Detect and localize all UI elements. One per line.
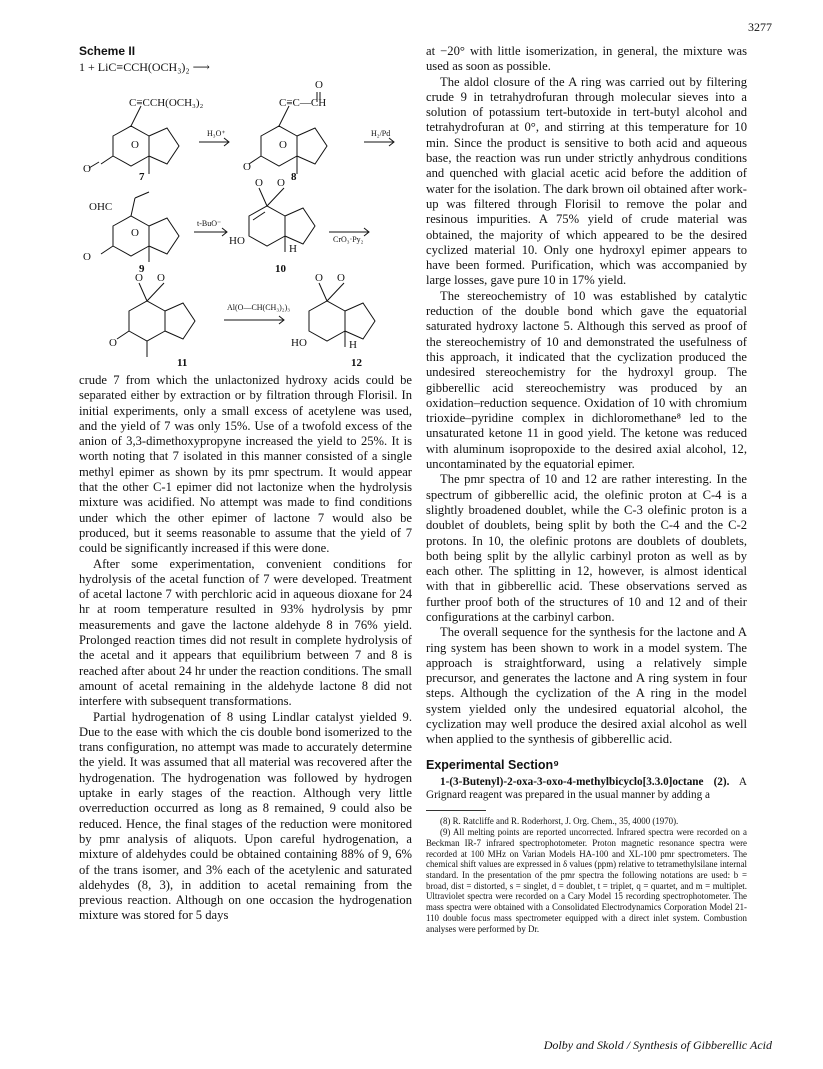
compound-title: 1-(3-Butenyl)-2-oxa-3-oxo-4-methylbicyclo[3.3.0]octane (2). [440,775,730,788]
label-h3o: H₃O⁺ [207,129,226,138]
label-8-carbonyl: O [243,161,251,173]
label-10-lactone-o2: O [277,177,285,189]
label-11-lactone-o2: O [157,272,165,284]
footnote: (8) R. Ratcliffe and R. Roderhorst, J. Org. Chem., 35, 4000 (1970). [440,816,679,827]
label-8-ring-o: O [279,139,287,151]
footnote: (9) All melting points are reported uncorrected. Infrared spectra were recorded on a Beckman IR-7 infrared spectrophotometer. Proton magnetic resonance spectra were recorded at 100 MHz on Varian Models HA-100 and XL-100 pmr spectrometers. The chemical shift values are expressed in δ values (ppm) relative to tetramethylsilane internal standard. In the presentation of the pmr spectra the following notations are used: b = broad, dist = distorted, s = singlet, d = doublet, t = triplet, q = quartet, and m = multiplet. Ultraviolet spectra were recorded on a Cary Model 15 recording spectrophotometer. The mass spectra were obtained with a Consolidated Electrodynamics Corporation Model 21-110 double focus mass spectrometer equipped with a direct inlet system. Combustion analyses were performed by Dr. [426,827,747,934]
footnote-divider [426,810,486,811]
compound-12-ring-b [345,303,375,339]
scheme-title: Scheme II [79,44,136,58]
compound-8-ring-b [297,128,327,164]
right-column [426,44,747,934]
reaction-scheme [79,76,412,366]
label-8-aldehyde-o: O [315,79,323,91]
scheme-first-line: 1 + LiC≡CCH(OCH₃)₂ ⟶ [79,60,210,74]
label-h2pd: H₂/Pd [371,129,391,138]
label-compound-8: 8 [291,171,297,183]
label-cro3: CrO₃·Py₂ [333,235,364,244]
running-footer: Dolby and Skold / Synthesis of Gibberellic Acid [543,1038,772,1052]
label-compound-7: 7 [139,171,145,183]
compound-10-ring-b [285,208,315,244]
label-acetal-group: C≡CCH(OCH₃)₂ [129,97,204,109]
paragraph: After some experimentation, convenient conditions for hydrolysis of the acetal function of 7 were developed. Treatment of acetal lactone 7 with perchloric acid in aqueous dioxane for 24 hr at room temperature resulted in 93% hydrolysis by pmr measurements and gave the lactone aldehyde 8 in 76% yield. Prolonged reaction times did not result in complete hydrolysis of the acetal and it appears that equilibrium between 7 and 8 is reached after about 24 hr under the reaction conditions. The small amount of acetal remaining in the aldehyde lactone 8 did not interfere with subsequent transformations. [79,556,412,709]
paragraph: at −20° with little isomerization, in general, the mixture was used as soon as possible. [426,44,747,74]
label-11-lactone-o1: O [135,272,143,284]
label-9-ring-o: O [131,227,139,239]
scheme-drawing [79,76,412,366]
label-7-ring-o: O [131,139,139,151]
page-number: 3277 [748,20,772,34]
label-12-h: H [349,339,357,351]
scheme-header [79,44,412,75]
experimental-heading: Experimental Section⁹ [426,757,560,772]
label-alkoxide: Al(O—CH(CH₃)₂)₃ [227,303,291,312]
paragraph: The overall sequence for the synthesis for the lactone and A ring system has been shown to work in a model system. The approach is straightforward, using a relatively simple precursor, and generates the lactone and A ring system in four steps. Although the cyclization of the A ring in the model system yielded only the undesired equatorial alcohol, the cyclization may well produce the desired axial alcohol as well when applied to the synthesis of gibberellic acid. [426,625,747,747]
paragraph: The stereochemistry of 10 was established by catalytic reduction of the double bond which gave the equatorial saturated hydroxy lactone 5. Although this served as proof of the stereochemistry of 10 and demonstrated the usefulness of this approach, it indicated that the cyclization produced the undesired stereochemistry for the hydroxyl group. The gibberellic acid stereochemistry was produced by an oxidation–reduction sequence. Oxidation of 10 with chromium trioxide–pyridine complex in dichloromethane⁸ led to the unsaturated ketone 11 in good yield. The ketone was reduced with aluminum isopropoxide to the desired axial alcohol, 12, uncontaminated by the equatorial epimer. [426,288,747,472]
label-ald-alkyne: C≡C—CH [279,97,327,109]
label-10-lactone-o1: O [255,177,263,189]
compound-10-ring-a [249,206,285,246]
label-compound-9: 9 [139,263,145,275]
label-12-ho: HO [291,337,307,349]
paragraph: The aldol closure of the A ring was carried out by filtering crude 9 in tetrahydrofuran through molecular sieves into a solution of potassium tert-butoxide in tert-butyl alcohol and tetrahydrofuran at 0°, and stirring at this temperature for 10 min. Since the product is sensitive to both acid and aqueous base, the reaction was run under strictly anhydrous conditions and quenched with glacial acetic acid before the addition of water for the isolation. The dark brown oil obtained after work-up was filtered through Florisil to remove the polar and resinous impurities. A 75% yield of crude material was obtained, the majority of which appeared to be the desired cyclized material 10. Only one hydroxyl epimer appears to have been formed. Purification, which was accompanied by large losses, gave pure 10 in 17% yield. [426,74,747,288]
label-10-h: H [289,243,297,255]
label-10-ho: HO [229,235,245,247]
paragraph: Partial hydrogenation of 8 using Lindlar catalyst yielded 9. Due to the ease with which the cis double bond isomerized to the trans configuration, no attempt was made to accurately determine the yield. It was assumed that all material was recovered after the hydrogenation. The hydrogenation was followed by hydrogen uptake in early stages of the reaction. Although very little overreduction occurred as long as 8 remained, 9 could also be reduced. Hence, the final stages of the reduction were monitored by pmr analysis of aliquots. Upon careful hydrogenation, a mixture of aldehydes could be obtained containing 88% of 9, 6% of the trans isomer, and 3% each of the acetylenic and saturated aldehydes (8, 3), in addition to acetal remaining from the previous reaction. Although on one occasion the hydrogenation mixture was stored for 5 days [79,709,412,923]
compound-12-ring-a [309,301,345,341]
paragraph: crude 7 from which the unlactonized hydroxy acids could be separated either by extraction or by filtration through Florisil. In initial experiments, only a small excess of acetylene was used, and the yield of 7 was only 15%. Use of a twofold excess of the anion of 3,3-dimethoxypropyne increased the yield to 25%. It is worth noting that 7 isolated in this manner consisted of a single methyl epimer as shown by its pmr spectrum. It would appear that the other C-1 epimer did not lactonize when the hydrolysis mixture was acidified. No attempt was made to find conditions under which the other epimer of lactone 7 would also be produced, but it seems reasonable to assume that the yield of 7 could be significantly increased if this were done. [79,373,412,556]
label-9-carbonyl: O [83,251,91,263]
label-compound-10: 10 [275,263,286,275]
label-12-lactone-o1: O [315,272,323,284]
label-compound-12: 12 [351,357,362,366]
compound-11-ring-a [129,301,165,341]
paragraph: The pmr spectra of 10 and 12 are rather interesting. In the spectrum of gibberellic acid, the olefinic proton at C-4 is a slightly broadened doublet, while the C-3 olefinic proton is a doublet of doublets, being split by both the C-4 and the C-2 protons. In 10, the olefinic protons are doublets of doublets, both being split by the allylic carbinyl proton as well as by each other. The splitting in 12, however, is almost identical with that in gibberellic acid. These observations served as further proof both of the structures of 10 and 12 and of their configurations at the carbinyl carbon. [426,472,747,624]
compound-7-ring-b [149,128,179,164]
compound-11-ring-b [165,303,195,339]
label-ohc: OHC [89,201,113,213]
experimental-text: A Grignard reagent was prepared in the usual manner by adding a [426,775,747,802]
experimental-paragraph [426,776,747,803]
left-column [79,373,412,924]
label-compound-11: 11 [177,357,188,366]
label-7-carbonyl: O [83,163,91,175]
label-11-carbonyl: O [109,337,117,349]
label-12-lactone-o2: O [337,272,345,284]
label-tbuo: t-BuO⁻ [197,219,222,228]
compound-9-ring-b [149,218,179,254]
